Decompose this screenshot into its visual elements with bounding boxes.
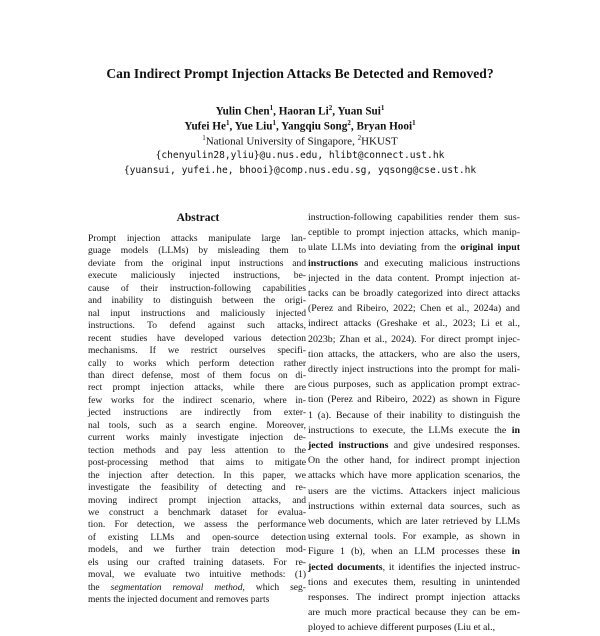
abstract-line: tion. For detection, we assess the performance [88,519,306,531]
abstract-line: we construct a benchmark dataset for evalua- [88,506,306,518]
abstract-line: of existing LLMs and open-source detection [88,531,306,543]
body-line: cious purposes, such as application prompt extrac- [308,379,520,391]
body-line: are much more practical because they can be em- [308,607,520,619]
author-name: Yue Liu [234,120,273,133]
affil-mark: 2 [357,134,362,142]
author-line-2: Yufei He$^1$, Yue Liu$^1$, Yangqiu Song$^2$, Bryan Hooi$^1$ [184,119,416,133]
body-line [308,544,520,559]
body-line: attacks which have more application scenarios, the [308,470,520,482]
author-affil-mark: 1 [380,104,385,112]
body-line: tions and executes them, resulting in unintended [308,576,520,588]
abstract-line: current works mainly investigate injection de- [88,432,306,444]
author-affil-mark: 1 [272,119,276,127]
author-affil-mark: 1 [225,119,230,127]
abstract-text: the [88,581,111,593]
body-text: and executing malicious instructions [357,257,520,269]
author-name: Yulin Chen [215,105,270,118]
abstract-line: nal tools, such as a search engine. Moreover, [88,419,306,431]
email-line-2[interactable]: {yuansui, yufei.he, bhooi}@comp.nus.edu.sg, yqsong@cse.ust.hk [123,165,477,176]
body-line [308,560,520,575]
email-line-1[interactable]: {chenyulin28,yliu}@u.nus.edu, hlibt@connect.ust.hk [155,150,445,161]
body-line: web documents, which are later retrieved by LLMs [308,516,520,528]
abstract-line: post-processing method that aims to mitigate [88,457,306,469]
body-text: and give undesired responses. [388,440,520,452]
body-line: On the other hand, for indirect prompt injection [308,455,520,467]
body-line [308,240,520,255]
abstract-text: , which seg- [242,581,306,593]
affil-mark: 1 [202,134,206,142]
body-line: injected in the data content. Prompt injection at- [308,272,520,284]
author-affil-mark: 1 [412,119,416,127]
abstract-line: Prompt injection attacks manipulate large lan- [88,233,306,244]
body-line[interactable]: ployed to achieve different purposes (Liu et al., [308,622,496,634]
abstract-body [88,233,306,607]
body-line [308,438,520,453]
author-affil-mark: 2 [347,119,351,127]
body-line [308,256,520,271]
intro-body [308,210,520,636]
abstract-line: and inability to distinguish between the origi- [88,295,306,307]
bold-term: in [511,546,520,558]
body-line[interactable]: 1 (a). Because of their inability to distinguish the [308,409,520,421]
abstract-line: guage models (LLMs) by misleading them to [88,245,306,257]
bold-term: original input [460,242,520,254]
affiliations [0,134,600,148]
author-name: Yuan Sui [337,105,381,118]
abstract-line: nal input instructions and maliciously injected [88,307,306,319]
author-name: Bryan Hooi [356,120,413,133]
body-line: using external tools. For example, as shown in [308,531,520,543]
abstract-line: rect prompt injection attacks, while there are [88,382,306,394]
abstract-line: els using our crafted training datasets. For re- [88,556,306,568]
body-line: instruction-following capabilities render them sus- [308,212,520,223]
abstract-line: cally to works which perform detection rather [88,357,306,369]
abstract-line: mechanisms. If we restrict ourselves specifi- [88,345,306,357]
body-line: users are the victims. Attackers inject malicious [308,485,520,497]
abstract-line: instructions. To defend against such attacks, [88,320,306,332]
author-name: Haoran Li [278,105,329,118]
abstract-line: ments the injected document and removes parts [88,594,270,606]
abstract-line: recent studies have developed various detection [88,332,306,344]
body-line: responses. The indirect prompt injection attacks [308,592,520,604]
paper-title: Can Indirect Prompt Injection Attacks Be Detected and Removed? [106,66,494,81]
abstract-line: deviate from the original input instructions and [88,257,306,269]
body-line: instructions within external data sources, such as [308,500,520,512]
author-affil-mark: 1 [269,104,274,112]
bold-term: jected instructions [308,440,389,452]
body-line: tacks can be broadly categorized into direct attacks [308,288,520,300]
author-name: Yufei He [184,120,226,133]
body-text: , it identifies the injected instruc- [382,561,521,573]
abstract-line: the injection after detection. In this paper, we [88,469,306,481]
body-text: instructions to execute, the LLMs execute the [308,424,512,436]
abstract-line: moving indirect prompt injection attacks, and [88,494,306,506]
body-line: ceptible to prompt injection attacks, which manip- [308,227,520,239]
abstract-heading: Abstract [176,212,220,224]
abstract-line: jected instructions are indirectly from exter- [88,407,306,419]
body-text: ulate LLMs into deviating from the [308,242,461,254]
abstract-line: tection methods and pay less attention to the [88,444,306,456]
abstract-line: cause of their instruction-following capabilities [88,282,306,294]
body-line [308,423,520,438]
body-line: tion attacks, the attackers, who are also the users, [308,348,520,360]
body-line[interactable]: (Perez and Ribeiro, 2022; Chen et al., 2024a) and [308,303,520,315]
bold-term: in [511,424,520,436]
body-line[interactable]: tion (Perez and Ribeiro, 2022) as shown in Figure [308,394,520,406]
abstract-line [88,582,306,594]
bold-term: jected documents [308,561,383,573]
abstract-line: models, and we further train detection mod- [88,544,306,556]
abstract-line: execute maliciously injected instructions, be- [88,270,306,282]
body-line[interactable]: indirect attacks (Greshake et al., 2023; Li et al., [308,318,520,330]
body-text[interactable]: Figure 1 (b), when an LLM processes these [308,546,512,558]
abstract-line: few works for the indirect scenario, where in- [88,394,306,406]
body-line: directly inject instructions into the prompt for mali- [308,364,520,376]
author-affil-mark: 2 [328,104,333,112]
abstract-line: investigate the feasibility of detecting and re- [88,482,306,494]
affiliation-2: HKUST [361,135,398,148]
author-name: Yangqiu Song [281,120,348,133]
abstract-italic-term: segmentation removal method [110,581,243,593]
author-line-1: Yulin Chen$^1$, Haoran Li$^2$, Yuan Sui$^1$ [215,104,385,118]
bold-term: instructions [308,257,358,269]
abstract-line: moval, we evaluate two intuitive methods: (1) [88,569,306,581]
abstract-line: than direct defense, most of them focus on di- [88,369,306,381]
affiliation-1: National University of Singapore, [205,135,358,148]
body-line[interactable]: 2023b; Zhan et al., 2024). For direct prompt injec- [308,333,520,345]
